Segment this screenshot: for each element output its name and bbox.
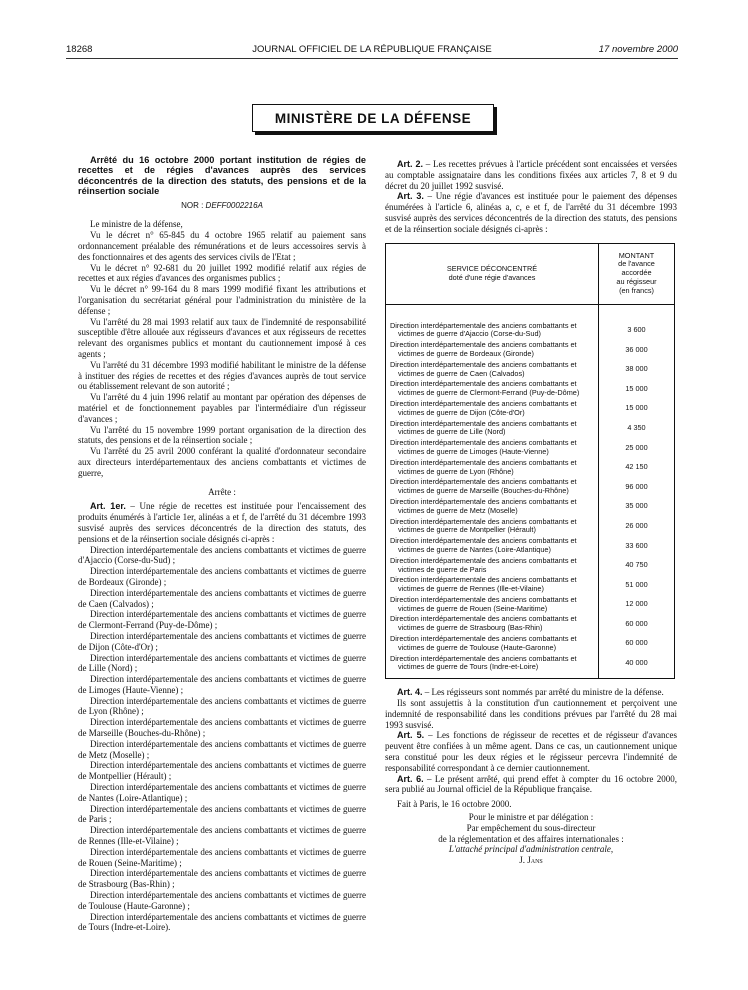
table-row <box>386 360 675 380</box>
article-2-text: – Les recettes prévues à l'article précédent sont encaissées et versées au comptable assignataire dans les conditions fixées aux articles 7, 8 et 9 du décret du 20 juillet 1992 susvisé. <box>385 159 677 191</box>
ministry-box: MINISTÈRE DE LA DÉFENSE <box>252 104 494 132</box>
service-cell <box>386 517 599 537</box>
header-amount-line2: de l'avance <box>618 259 655 269</box>
article-5-text: – Les fonctions de régisseur de recettes et de régisseur d'avances peuvent être confiées à un même agent. Dans ce cas, un cautionnement unique sera constitué pour les deux régies et le régisseur percevra l'indemnité de responsabilité correspondant à ce dernier cautionnement. <box>385 730 678 773</box>
amount-cell: 42 150 <box>599 458 675 478</box>
service-line-1: Direction interdépartementale des anciens combattants et <box>390 653 577 663</box>
service-line-1: Direction interdépartementale des anciens combattants et <box>390 614 577 624</box>
service-line-2: victimes de guerre d'Ajaccio (Corse-du-Sud) <box>398 329 541 339</box>
visa-paragraph: Vu le décret n° 65-845 du 4 octobre 1965 relatif au paiement sans ordonnancement préalable des rémunérations et de leurs accessoires servis à des fonctionnaires et des agents des services civils de l'Etat ; <box>78 230 366 262</box>
table-header-service <box>386 243 599 304</box>
service-line-2: victimes de guerre de Strasbourg (Bas-Rhin) <box>398 623 543 633</box>
amount-cell: 40 000 <box>599 654 675 679</box>
fait-a-paris: Fait à Paris, le 16 octobre 2000. <box>397 799 512 810</box>
article-3-text: – Une régie d'avances est instituée pour le paiement des dépenses énumérées à l'article 6, alinéas a, c, e et f, de l'arrêté du 31 décembre 1993 susvisé auprès des services déconcentrés de la direction des statuts, des pensions et de la réinsertion sociale désignés ci-après : <box>385 191 677 234</box>
visa-paragraph: Vu l'arrêté du 28 mai 1993 relatif aux taux de l'indemnité de responsabilité susceptible d'être allouée aux régisseurs d'avances et aux régisseurs de recettes relevant des organismes publics et montant du cautionnement imposé à ces agents ; <box>78 316 366 359</box>
service-line-2: victimes de guerre de Montpellier (Hérault) <box>398 525 536 535</box>
decree-title: Arrêté du 16 octobre 2000 portant institution de régies de recettes et de régies d'avances auprès des services déconcentrés de la direction des statuts, des pensions et de la réinsertion sociale <box>78 155 366 197</box>
service-cell <box>386 595 599 615</box>
article-1-list <box>78 545 366 934</box>
list-item: Direction interdépartementale des anciens combattants et victimes de guerre de Nantes (Loire-Atlantique) ; <box>78 782 366 803</box>
list-item: Direction interdépartementale des anciens combattants et victimes de guerre de Lyon (Rhône) ; <box>78 695 366 717</box>
service-cell <box>386 419 599 439</box>
service-line-2: victimes de guerre de Rennes (Ille-et-Vilaine) <box>398 584 544 594</box>
list-item: Direction interdépartementale des anciens combattants et victimes de guerre de Dijon (Côte-d'Or) ; <box>78 630 366 652</box>
service-line-2: victimes de guerre de Tours (Indre-et-Loire) <box>398 662 539 672</box>
service-cell <box>386 321 599 341</box>
service-line-1: Direction interdépartementale des anciens combattants et <box>390 379 577 389</box>
signature-block <box>385 812 677 866</box>
table-row <box>386 497 675 517</box>
list-item: Direction interdépartementale des anciens combattants et victimes de guerre de Lille (Nord) ; <box>78 652 366 674</box>
amount-cell: 35 000 <box>599 497 675 517</box>
amount-cell: 15 000 <box>599 399 675 419</box>
table-row <box>386 477 675 497</box>
article-5 <box>385 730 677 773</box>
service-cell <box>386 556 599 576</box>
table-row <box>386 654 675 679</box>
header-amount-line3: accordée <box>621 268 652 278</box>
table-row <box>386 438 675 458</box>
service-line-2: victimes de guerre de Nantes (Loire-Atlantique) <box>398 544 551 554</box>
service-line-2: victimes de guerre de Metz (Moselle) <box>398 505 518 515</box>
list-item: Direction interdépartementale des anciens combattants et victimes de guerre de Bordeaux (Gironde) ; <box>78 566 366 587</box>
header-amount-line1: MONTANT <box>618 250 655 260</box>
signature-line-1: Pour le ministre et par délégation : <box>468 812 594 823</box>
service-cell <box>386 536 599 556</box>
header-amount-line4: au régisseur <box>616 276 657 286</box>
table-row <box>386 458 675 478</box>
arrete-heading: Arrête : <box>208 486 236 497</box>
nor-label: NOR : <box>181 200 204 210</box>
service-line-2: victimes de guerre de Limoges (Haute-Vienne) <box>398 446 549 456</box>
service-line-1: Direction interdépartementale des anciens combattants et <box>390 496 577 506</box>
service-line-1: Direction interdépartementale des anciens combattants et <box>390 320 577 330</box>
service-cell <box>386 360 599 380</box>
article-4 <box>385 687 677 698</box>
page-number: 18268 <box>66 44 93 55</box>
amount-cell: 15 000 <box>599 379 675 399</box>
amount-cell: 33 600 <box>599 536 675 556</box>
amount-cell: 12 000 <box>599 595 675 615</box>
signature-name: J. Jans <box>519 855 543 866</box>
service-line-2: victimes de guerre de Lille (Nord) <box>398 427 506 437</box>
article-6 <box>385 774 677 796</box>
service-line-2: victimes de guerre de Paris <box>398 564 487 574</box>
article-2 <box>385 159 677 191</box>
service-line-1: Direction interdépartementale des anciens combattants et <box>390 594 577 604</box>
list-item: Direction interdépartementale des anciens combattants et victimes de guerre de Toulouse (Haute-Garonne) ; <box>78 890 366 911</box>
list-item: Direction interdépartementale des anciens combattants et victimes de guerre de Metz (Moselle) ; <box>78 738 366 760</box>
article-4-text: – Les régisseurs sont nommés par arrêté du ministre de la défense. <box>424 687 664 698</box>
service-line-1: Direction interdépartementale des anciens combattants et <box>390 359 577 369</box>
service-cell <box>386 497 599 517</box>
issue-date: 17 novembre 2000 <box>598 44 678 55</box>
article-4-label: Art. 4. <box>397 687 423 698</box>
list-item: Direction interdépartementale des anciens combattants et victimes de guerre de Paris ; <box>78 803 366 825</box>
service-cell <box>386 399 599 419</box>
article-1 <box>78 501 366 544</box>
service-line-2: victimes de guerre de Caen (Calvados) <box>398 368 525 378</box>
table-header-amount <box>599 243 675 304</box>
table-row <box>386 399 675 419</box>
service-cell <box>386 634 599 654</box>
signature-title: L'attaché principal d'administration centrale, <box>448 844 614 855</box>
amount-cell: 60 000 <box>599 634 675 654</box>
signature-line-2: Par empêchement du sous-directeur <box>466 822 596 833</box>
service-line-1: Direction interdépartementale des anciens combattants et <box>390 634 577 644</box>
article-4-paragraph-2: Ils sont assujettis à la constitution d'un cautionnement et perçoivent une indemnité de responsabilité dans les conditions prévues par l'arrêté du 28 mai 1993 susvisé. <box>385 698 677 730</box>
article-1-label: Art. 1er. <box>90 501 126 512</box>
list-item: Direction interdépartementale des anciens combattants et victimes de guerre de Marseille (Bouches-du-Rhône) ; <box>78 717 366 739</box>
list-item: Direction interdépartementale des anciens combattants et victimes de guerre de Rouen (Seine-Maritime) ; <box>78 846 366 868</box>
signature-line-4 <box>385 844 677 855</box>
service-line-2: victimes de guerre de Clermont-Ferrand (Puy-de-Dôme) <box>398 388 580 398</box>
amount-cell: 40 750 <box>599 556 675 576</box>
visa-paragraph: Vu l'arrêté du 15 novembre 1999 portant organisation de la direction des statuts, des pensions et de la réinsertion sociale ; <box>78 424 366 446</box>
service-line-2: victimes de guerre de Toulouse (Haute-Garonne) <box>398 642 557 652</box>
article-1-text: – Une régie de recettes est instituée pour l'encaissement des produits énumérés à l'article 1er, alinéas a et f, de l'arrêté du 31 décembre 1993 susvisé auprès des services déconcentrés de la direction des statuts, des pensions et de la réinsertion sociale désignés ci-après : <box>78 501 366 544</box>
amount-cell: 36 000 <box>599 340 675 360</box>
header-service-line1: SERVICE DÉCONCENTRÉ <box>446 263 538 273</box>
amount-cell: 25 000 <box>599 438 675 458</box>
amount-cell: 51 000 <box>599 575 675 595</box>
list-item: Direction interdépartementale des anciens combattants et victimes de guerre de Clermont-Ferrand (Puy-de-Dôme) ; <box>78 609 366 631</box>
visa-paragraph: Vu le décret n° 92-681 du 20 juillet 1992 modifié relatif aux régies de recettes et aux régies d'avances des organismes publics ; <box>78 262 366 284</box>
list-item: Direction interdépartementale des anciens combattants et victimes de guerre de Strasbourg (Bas-Rhin) ; <box>78 868 366 890</box>
service-line-1: Direction interdépartementale des anciens combattants et <box>390 340 577 350</box>
service-cell <box>386 614 599 634</box>
service-line-2: victimes de guerre de Marseille (Bouches-du-Rhône) <box>398 486 569 496</box>
list-item: Direction interdépartementale des anciens combattants et victimes de guerre d'Ajaccio (Corse-du-Sud) ; <box>78 544 366 566</box>
service-cell <box>386 575 599 595</box>
nor-code: DEFF0002216A <box>205 200 263 210</box>
table-row <box>386 340 675 360</box>
left-column <box>78 155 366 933</box>
amount-cell: 60 000 <box>599 614 675 634</box>
table-row <box>386 614 675 634</box>
visa-paragraph: Le ministre de la défense, <box>90 219 183 230</box>
service-line-1: Direction interdépartementale des anciens combattants et <box>390 477 577 487</box>
service-line-2: victimes de guerre de Dijon (Côte-d'Or) <box>398 407 525 417</box>
header-rule <box>66 58 678 59</box>
list-item: Direction interdépartementale des anciens combattants et victimes de guerre de Caen (Calvados) ; <box>78 587 366 609</box>
amount-cell: 26 000 <box>599 517 675 537</box>
service-cell <box>386 458 599 478</box>
visa-paragraph: Vu l'arrêté du 25 avril 2000 conférant la qualité d'ordonnateur secondaire aux directeurs interdépartementaux des anciens combattants et victimes de guerre, <box>78 446 366 478</box>
service-cell <box>386 477 599 497</box>
amount-cell: 96 000 <box>599 477 675 497</box>
visa-paragraph: Vu l'arrêté du 4 juin 1996 relatif au montant par opération des dépenses de matériel et de fonctionnement payables par l'intermédiaire d'un régisseur d'avances ; <box>78 392 366 424</box>
service-cell <box>386 340 599 360</box>
service-line-1: Direction interdépartementale des anciens combattants et <box>390 555 577 565</box>
header-amount-line5: (en francs) <box>619 285 654 295</box>
service-cell <box>386 654 599 679</box>
table-row <box>386 419 675 439</box>
list-item: Direction interdépartementale des anciens combattants et victimes de guerre de Tours (Indre-et-Loire). <box>78 911 366 933</box>
right-column <box>385 159 677 866</box>
table-row <box>386 536 675 556</box>
table-row <box>386 517 675 537</box>
table-row <box>386 556 675 576</box>
signature-line-3: de la réglementation et des affaires internationales : <box>438 833 624 844</box>
service-line-2: victimes de guerre de Lyon (Rhône) <box>398 466 514 476</box>
list-item: Direction interdépartementale des anciens combattants et victimes de guerre de Rennes (Ille-et-Vilaine) ; <box>78 825 366 847</box>
service-line-1: Direction interdépartementale des anciens combattants et <box>390 516 577 526</box>
service-line-1: Direction interdépartementale des anciens combattants et <box>390 457 577 467</box>
header-service-line2: doté d'une régie d'avances <box>448 272 536 282</box>
amount-cell: 38 000 <box>599 360 675 380</box>
table-row <box>386 575 675 595</box>
service-line-1: Direction interdépartementale des anciens combattants et <box>390 536 577 546</box>
article-6-label: Art. 6. <box>397 773 424 784</box>
service-line-2: victimes de guerre de Rouen (Seine-Maritime) <box>398 603 548 613</box>
table-row <box>386 595 675 615</box>
list-item: Direction interdépartementale des anciens combattants et victimes de guerre de Limoges (Haute-Vienne) ; <box>78 674 366 695</box>
article-3-label: Art. 3. <box>397 191 424 202</box>
visa-paragraphs <box>78 219 366 478</box>
service-cell <box>386 379 599 399</box>
table-spacer-row <box>386 304 675 321</box>
service-line-1: Direction interdépartementale des anciens combattants et <box>390 418 577 428</box>
service-cell <box>386 438 599 458</box>
visa-paragraph: Vu l'arrêté du 31 décembre 1993 modifié habilitant le ministre de la défense à instituer des régies de recettes et des régies d'avances auprès de tout service ou établissement relevant de son autorité ; <box>78 359 366 392</box>
page-header <box>66 44 678 58</box>
advances-table-body <box>386 304 675 679</box>
amount-cell: 3 600 <box>599 321 675 341</box>
article-5-label: Art. 5. <box>397 730 425 741</box>
nor-reference <box>78 201 366 212</box>
article-2-label: Art. 2. <box>397 159 423 169</box>
table-row <box>386 634 675 654</box>
article-6-text: – Le présent arrêté, qui prend effet à compter du 16 octobre 2000, sera publié au Journal officiel de la République française. <box>385 773 677 795</box>
visa-paragraph: Vu le décret n° 99-164 du 8 mars 1999 modifié fixant les attributions et l'organisation du secrétariat général pour l'administration du ministère de la défense ; <box>78 284 366 316</box>
service-line-2: victimes de guerre de Bordeaux (Gironde) <box>398 348 534 358</box>
journal-title: JOURNAL OFFICIEL DE LA RÉPUBLIQUE FRANÇAISE <box>252 44 492 55</box>
service-line-1: Direction interdépartementale des anciens combattants et <box>390 398 577 408</box>
advances-table <box>385 243 675 680</box>
service-line-1: Direction interdépartementale des anciens combattants et <box>390 438 577 448</box>
table-row <box>386 379 675 399</box>
table-row <box>386 321 675 341</box>
service-line-1: Direction interdépartementale des anciens combattants et <box>390 575 577 585</box>
list-item: Direction interdépartementale des anciens combattants et victimes de guerre de Montpellier (Hérault) ; <box>78 760 366 782</box>
article-3 <box>385 191 677 234</box>
amount-cell: 4 350 <box>599 419 675 439</box>
